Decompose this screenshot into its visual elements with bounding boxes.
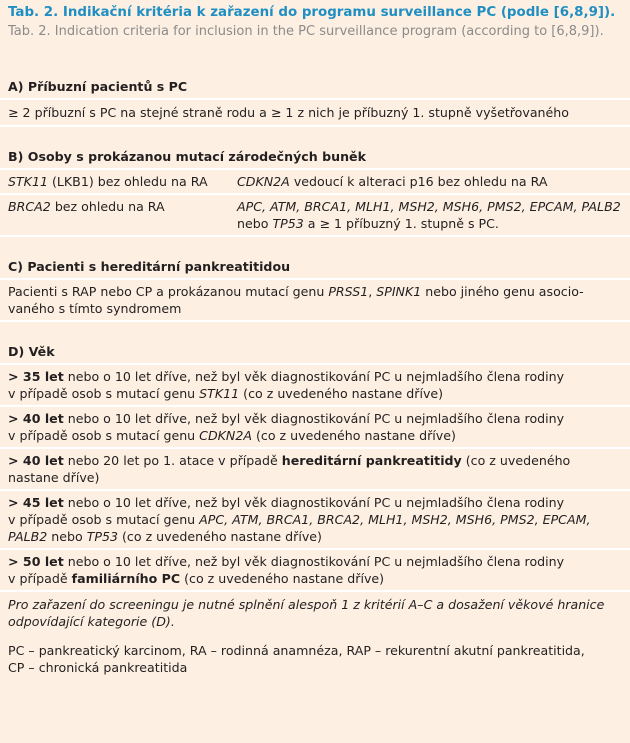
cell-text: (co z uvedeného nastane dříve) [251, 428, 456, 443]
abbrev-line: CP – chronická pankreatitida [8, 660, 188, 675]
cell-text: v případě osob s mutací genu [8, 428, 200, 443]
age-row-45 [0, 491, 630, 548]
cell-text: (co z uvedeného nastane dříve) [118, 529, 322, 544]
table-note [0, 592, 630, 634]
cell-text: v případě [8, 571, 72, 586]
section-b-cell [237, 173, 622, 190]
cell-text: nebo o 10 let dříve, než byl věk diagnostikování PC u nejmladšího člena rodiny [63, 369, 565, 384]
cell-text: nastane dříve) [8, 470, 100, 485]
note-line: Pro zařazení do screeningu je nutné splnění alespoň 1 z kritérií A–C a dosažení věkové hranice [8, 597, 605, 612]
age-threshold: > 45 let [8, 495, 64, 510]
cell-text: vedoucí k alteraci p16 bez ohledu na RA [289, 174, 548, 189]
cell-text: nebo o 10 let dříve, než byl věk diagnostikování PC u nejmladšího člena rodiny [63, 554, 565, 569]
spacer [0, 237, 630, 256]
cell-text: (co z uvedeného nastane dříve) [180, 571, 385, 586]
caption-title: Tab. 2. Indikační kritéria k zařazení do programu surveillance PC (podle [6,8,9]). [8, 5, 616, 20]
gene-list: APC, ATM, BRCA1, BRCA2, MLH1, MSH2, MSH6, PMS2, EPCAM, [199, 512, 591, 527]
section-c-heading: C) Pacienti s hereditární pankreatitidou [8, 259, 291, 274]
cell-text: nebo o 10 let dříve, než byl věk diagnostikování PC u nejmladšího člena rodiny [63, 495, 565, 510]
emphasis-text: hereditární pankreatitidy [281, 453, 462, 468]
age-threshold: > 50 let [8, 554, 64, 569]
caption-subtitle: Tab. 2. Indication criteria for inclusion in the PC surveillance program (according to [6,8,9]). [8, 24, 604, 39]
cell-text: a ≥ 1 příbuzný 1. stupně s PC. [303, 216, 499, 231]
age-row-40-cdkn2a [0, 407, 630, 447]
section-a-heading: A) Příbuzní pacientů s PC [8, 79, 188, 94]
cell-text: (co z uvedeného nastane dříve) [239, 386, 444, 401]
gene-name: STK11 [199, 386, 240, 401]
emphasis-text: familiárního PC [71, 571, 181, 586]
cell-text: , [368, 284, 377, 299]
age-threshold: > 40 let [8, 411, 64, 426]
gene-name: PRSS1 [328, 284, 369, 299]
cell-text: bez ohledu na RA [50, 199, 165, 214]
spacer [0, 127, 630, 146]
spacer [0, 322, 630, 341]
section-b-row-1 [0, 170, 630, 193]
gene-name: SPINK1 [376, 284, 422, 299]
age-threshold: > 35 let [8, 369, 64, 384]
section-b-row-2 [0, 195, 630, 235]
cell-text: nebo [237, 216, 273, 231]
gene-name: TP53 [272, 216, 304, 231]
section-b-heading: B) Osoby s prokázanou mutací zárodečných buněk [8, 149, 366, 164]
abbreviations [0, 640, 630, 678]
section-d-heading: D) Věk [8, 344, 55, 359]
section-b-cell [8, 173, 237, 190]
cell-text: nebo 20 let po 1. atace v případě [63, 453, 282, 468]
cell-text: (LKB1) bez ohledu na RA [47, 174, 208, 189]
cell-text: Pacienti s RAP nebo CP a prokázanou mutací genu [8, 284, 329, 299]
note-line: odpovídající kategorie (D). [8, 614, 175, 629]
abbrev-line: PC – pankreatický karcinom, RA – rodinná anamnéza, RAP – rekurentní akutní pankreatitida, [8, 643, 585, 658]
cell-text: v případě osob s mutací genu [8, 386, 200, 401]
age-row-50 [0, 550, 630, 590]
cell-text: vaného s tímto syndromem [8, 301, 182, 316]
section-b-cell [237, 198, 622, 232]
gene-name: PALB2 [8, 529, 48, 544]
cell-text: nebo [47, 529, 87, 544]
gene-name: TP53 [86, 529, 119, 544]
cell-text: nebo o 10 let dříve, než byl věk diagnostikování PC u nejmladšího člena rodiny [63, 411, 565, 426]
section-c-row [0, 280, 630, 320]
gene-name: CDKN2A [237, 174, 290, 189]
cell-text: (co z uvedeného [461, 453, 571, 468]
cell-text: v případě osob s mutací genu [8, 512, 200, 527]
section-b-cell [8, 198, 237, 232]
gene-name: STK11 [8, 174, 48, 189]
age-row-40-pancreatitis [0, 449, 630, 489]
section-a-row [0, 100, 630, 125]
gene-list: APC, ATM, BRCA1, MLH1, MSH2, MSH6, PMS2, EPCAM, PALB2 [237, 199, 621, 214]
age-row-35 [0, 365, 630, 405]
section-a-text: ≥ 2 příbuzní s PC na stejné straně rodu a ≥ 1 z nich je příbuzný 1. stupně vyšetřovaného [8, 105, 569, 120]
gene-name: CDKN2A [199, 428, 252, 443]
age-threshold: > 40 let [8, 453, 64, 468]
gene-name: BRCA2 [8, 199, 51, 214]
cell-text: nebo jiného genu asocio- [421, 284, 584, 299]
table-caption [0, 0, 630, 76]
